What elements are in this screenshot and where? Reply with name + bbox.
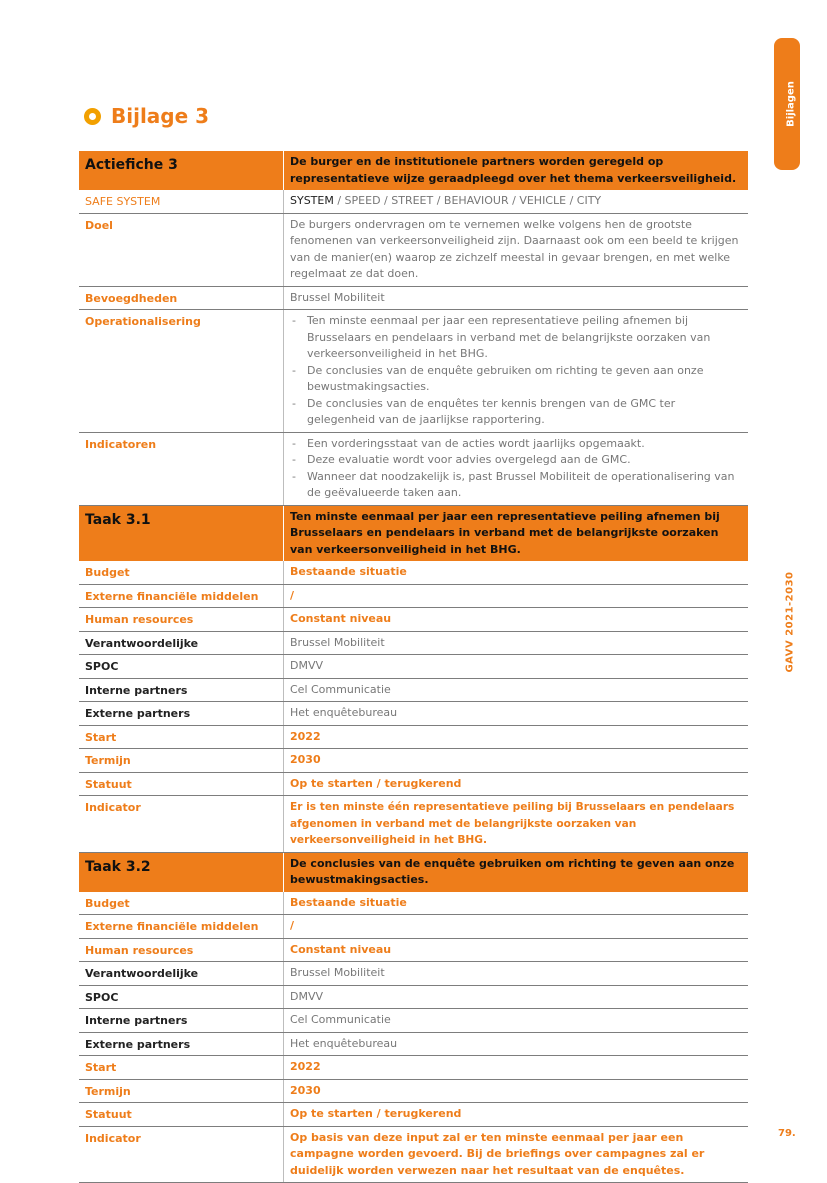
task-budget-row: [79, 561, 748, 585]
indicator-label: Indicator: [79, 1127, 283, 1183]
task-externe-partners-row: [79, 702, 748, 726]
operationalisering-label: Operationalisering: [79, 310, 283, 432]
termijn-value: 2030: [283, 749, 748, 772]
human-resources-label: Human resources: [79, 939, 283, 962]
operationalisering-row: [79, 310, 748, 433]
side-tab-label: Bijlagen: [786, 81, 797, 127]
externe-partners-value: Het enquêtebureau: [283, 702, 748, 725]
spoc-label: SPOC: [79, 986, 283, 1009]
task-human-resources-row: [79, 939, 748, 963]
document-side-label: GAVV 2021-2030: [785, 571, 796, 672]
list-item: - Een vorderingsstaat van de acties wordt jaarlijks opgemaakt.: [290, 436, 742, 453]
task-header-row: [79, 506, 748, 562]
termijn-label: Termijn: [79, 1080, 283, 1103]
indicatoren-value: [283, 433, 748, 505]
externe-financiele-value: /: [283, 915, 748, 938]
task-description: De conclusies van de enquête gebruiken om richting te geven aan onze bewustmakingsacties.: [283, 853, 748, 892]
task-externe-partners-row: [79, 1033, 748, 1057]
list-item: - De conclusies van de enquêtes ter kennis brengen van de GMC ter gelegenheid van de jaarlijkse rapportering.: [290, 396, 742, 429]
termijn-value: 2030: [283, 1080, 748, 1103]
indicatoren-label: Indicatoren: [79, 433, 283, 505]
system-rest: / SPEED / STREET / BEHAVIOUR / VEHICLE / CITY: [334, 194, 601, 207]
action-description: De burger en de institutionele partners worden geregeld op representatieve wijze geraadpleegd over het thema verkeersveiligheid.: [283, 151, 748, 190]
task-start-row: [79, 1056, 748, 1080]
task-statuut-row: [79, 1103, 748, 1127]
action-title: Actiefiche 3: [79, 151, 283, 190]
externe-partners-label: Externe partners: [79, 702, 283, 725]
verantwoordelijke-value: Brussel Mobiliteit: [283, 962, 748, 985]
operationalisering-value: [283, 310, 748, 432]
start-label: Start: [79, 1056, 283, 1079]
externe-financiele-label: Externe financiële middelen: [79, 915, 283, 938]
budget-value: Bestaande situatie: [283, 561, 748, 584]
task-title: Taak 3.2: [79, 853, 283, 892]
indicator-value: Er is ten minste één representatieve peiling bij Brusselaars en pendelaars afgenomen in verband met de belangrijkste oorzaken van verkeersonveiligheid in het BHG.: [283, 796, 748, 852]
indicator-value: Op basis van deze input zal er ten minste eenmaal per jaar een campagne worden gevoerd. Bij de briefings over campagnes zal er duidelijk worden verwezen naar het resultaat van de enquêtes.: [283, 1127, 748, 1183]
list-item: - Deze evaluatie wordt voor advies overgelegd aan de GMC.: [290, 452, 742, 469]
action-header-row: [79, 151, 748, 190]
interne-partners-value: Cel Communicatie: [283, 1009, 748, 1032]
bevoegdheden-value: Brussel Mobiliteit: [283, 287, 748, 310]
system-row: [79, 190, 748, 214]
externe-partners-label: Externe partners: [79, 1033, 283, 1056]
task-indicator-row: [79, 796, 748, 853]
task-title: Taak 3.1: [79, 506, 283, 562]
list-item: - Ten minste eenmaal per jaar een representatieve peiling afnemen bij Brusselaars en pendelaars in verband met de belangrijkste oorzaken van verkeersonveiligheid in het BHG.: [290, 313, 742, 363]
interne-partners-label: Interne partners: [79, 679, 283, 702]
statuut-value: Op te starten / terugkerend: [283, 1103, 748, 1126]
task-interne-partners-row: [79, 679, 748, 703]
task-spoc-row: [79, 655, 748, 679]
system-active: SYSTEM: [290, 194, 334, 207]
verantwoordelijke-value: Brussel Mobiliteit: [283, 632, 748, 655]
verantwoordelijke-label: Verantwoordelijke: [79, 962, 283, 985]
verantwoordelijke-label: Verantwoordelijke: [79, 632, 283, 655]
task-header-row: [79, 853, 748, 892]
doel-row: [79, 214, 748, 287]
spoc-value: DMVV: [283, 986, 748, 1009]
task-start-row: [79, 726, 748, 750]
bevoegdheden-label: Bevoegdheden: [79, 287, 283, 310]
externe-financiele-label: Externe financiële middelen: [79, 585, 283, 608]
human-resources-value: Constant niveau: [283, 608, 748, 631]
indicator-label: Indicator: [79, 796, 283, 852]
task-indicator-row: [79, 1127, 748, 1183]
list-item: - De conclusies van de enquête gebruiken om richting te geven aan onze bewustmakingsacties.: [290, 363, 742, 396]
ring-bullet-icon: [84, 108, 101, 125]
section-heading: [84, 104, 209, 128]
human-resources-label: Human resources: [79, 608, 283, 631]
task-statuut-row: [79, 773, 748, 797]
doel-label: Doel: [79, 214, 283, 286]
start-label: Start: [79, 726, 283, 749]
externe-partners-value: Het enquêtebureau: [283, 1033, 748, 1056]
interne-partners-value: Cel Communicatie: [283, 679, 748, 702]
budget-value: Bestaande situatie: [283, 892, 748, 915]
start-value: 2022: [283, 1056, 748, 1079]
budget-label: Budget: [79, 892, 283, 915]
spoc-value: DMVV: [283, 655, 748, 678]
start-value: 2022: [283, 726, 748, 749]
externe-financiele-value: /: [283, 585, 748, 608]
bevoegdheden-row: [79, 287, 748, 311]
task-human-resources-row: [79, 608, 748, 632]
page-number: 79.: [778, 1128, 796, 1139]
task-description: Ten minste eenmaal per jaar een representatieve peiling afnemen bij Brusselaars en pendelaars in verband met de belangrijkste oorzaken van verkeersonveiligheid in het BHG.: [283, 506, 748, 562]
task-interne-partners-row: [79, 1009, 748, 1033]
task-termijn-row: [79, 749, 748, 773]
human-resources-value: Constant niveau: [283, 939, 748, 962]
indicatoren-row: [79, 433, 748, 506]
system-value: [283, 190, 748, 213]
section-heading-text: Bijlage 3: [111, 104, 209, 128]
task-verantwoordelijke-row: [79, 632, 748, 656]
action-sheet-table: [79, 151, 748, 1183]
budget-label: Budget: [79, 561, 283, 584]
statuut-label: Statuut: [79, 1103, 283, 1126]
system-label: SAFE SYSTEM: [79, 190, 283, 213]
list-item: - Wanneer dat noodzakelijk is, past Brussel Mobiliteit de operationalisering van de geëvalueerde taken aan.: [290, 469, 742, 502]
termijn-label: Termijn: [79, 749, 283, 772]
task-termijn-row: [79, 1080, 748, 1104]
task-externe-financiele-row: [79, 585, 748, 609]
statuut-value: Op te starten / terugkerend: [283, 773, 748, 796]
task-spoc-row: [79, 986, 748, 1010]
task-verantwoordelijke-row: [79, 962, 748, 986]
task-externe-financiele-row: [79, 915, 748, 939]
interne-partners-label: Interne partners: [79, 1009, 283, 1032]
spoc-label: SPOC: [79, 655, 283, 678]
doel-value: De burgers ondervragen om te vernemen welke volgens hen de grootste fenomenen van verkeersonveiligheid zijn. Daarnaast ook om een beeld te krijgen van de manier(en) waarop ze zichzelf meestal in gevaar brengen, en met welke regelmaat ze dat doen.: [283, 214, 748, 286]
statuut-label: Statuut: [79, 773, 283, 796]
task-budget-row: [79, 892, 748, 916]
